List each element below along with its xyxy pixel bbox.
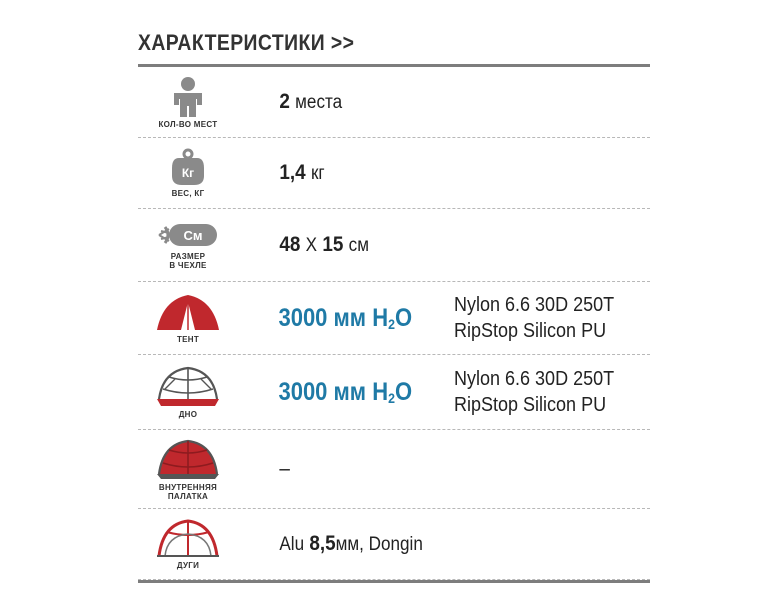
spec-row-capacity [138, 67, 650, 138]
inner-tent-icon-cell [138, 430, 238, 508]
spec-row-weight [138, 138, 650, 209]
spec-row-floor [138, 355, 650, 430]
weight-caption: ВЕС, КГ [171, 189, 205, 198]
bottom-rule [138, 580, 650, 583]
fly-icon-cell [138, 282, 238, 354]
packed-length: 48 [279, 233, 301, 256]
fly-material-line2: RipStop Silicon PU [454, 320, 607, 342]
capacity-number: 2 [279, 90, 290, 113]
spec-row-fly [138, 282, 650, 355]
weight-unit: кг [310, 163, 325, 184]
packed-size-separator: Х [305, 235, 318, 256]
tent-floor-icon [155, 365, 221, 407]
capacity-value [238, 90, 342, 114]
poles-icon-cell [138, 509, 238, 579]
fly-material-line1: Nylon 6.6 30D 250T [454, 294, 615, 316]
fly-rating-sub: 2 [388, 315, 395, 332]
inner-tent-value: – [279, 457, 290, 480]
section-title: ХАРАКТЕРИСТИКИ >> [138, 30, 355, 55]
poles-material-prefix: Alu [279, 534, 305, 555]
packed-size-unit: см [348, 235, 369, 256]
floor-icon-cell [138, 355, 238, 429]
packed-size-caption: РАЗМЕР В ЧЕХЛЕ [169, 251, 207, 270]
capacity-unit: места [295, 92, 343, 113]
capacity-caption: КОЛ-ВО МЕСТ [158, 120, 218, 129]
tent-fly-icon [155, 292, 221, 332]
packed-bag-icon [157, 221, 219, 249]
fly-rating-end: O [394, 303, 413, 332]
weight-icon-label: Кг [181, 166, 195, 180]
poles-caption: ДУГИ [176, 561, 200, 570]
tent-poles-icon [155, 518, 221, 558]
fly-caption: ТЕНТ [176, 335, 200, 344]
fly-rating-main: 3000 мм H [278, 303, 389, 332]
floor-caption: ДНО [178, 410, 198, 419]
specs-panel [138, 28, 650, 583]
inner-tent-icon [155, 438, 221, 480]
packed-diameter: 15 [322, 233, 344, 256]
floor-rating-sub: 2 [388, 389, 395, 406]
poles-value [238, 532, 423, 556]
floor-material-line2: RipStop Silicon PU [454, 394, 607, 416]
floor-waterproof-rating [238, 378, 428, 407]
inner-tent-caption: ВНУТРЕННЯЯ ПАЛАТКА [158, 482, 218, 501]
floor-material-line1: Nylon 6.6 30D 250T [454, 368, 615, 390]
weight-icon [170, 148, 206, 186]
weight-icon-cell [138, 138, 238, 208]
poles-suffix: мм, Dongin [335, 534, 423, 555]
floor-rating-end: O [394, 377, 413, 406]
spec-row-packed-size [138, 209, 650, 282]
weight-value [238, 161, 325, 185]
fly-material [454, 292, 614, 344]
floor-material [454, 366, 614, 418]
floor-rating-main: 3000 мм H [278, 377, 389, 406]
person-icon [168, 75, 208, 117]
fly-waterproof-rating [238, 304, 428, 333]
spec-row-poles [138, 509, 650, 580]
poles-diameter: 8,5 [309, 532, 336, 555]
packed-bag-icon-label: См [183, 227, 203, 243]
packed-size-value [238, 233, 369, 257]
spec-row-inner-tent [138, 430, 650, 509]
capacity-icon-cell [138, 67, 238, 137]
weight-number: 1,4 [279, 161, 306, 184]
packed-size-icon-cell [138, 209, 238, 281]
